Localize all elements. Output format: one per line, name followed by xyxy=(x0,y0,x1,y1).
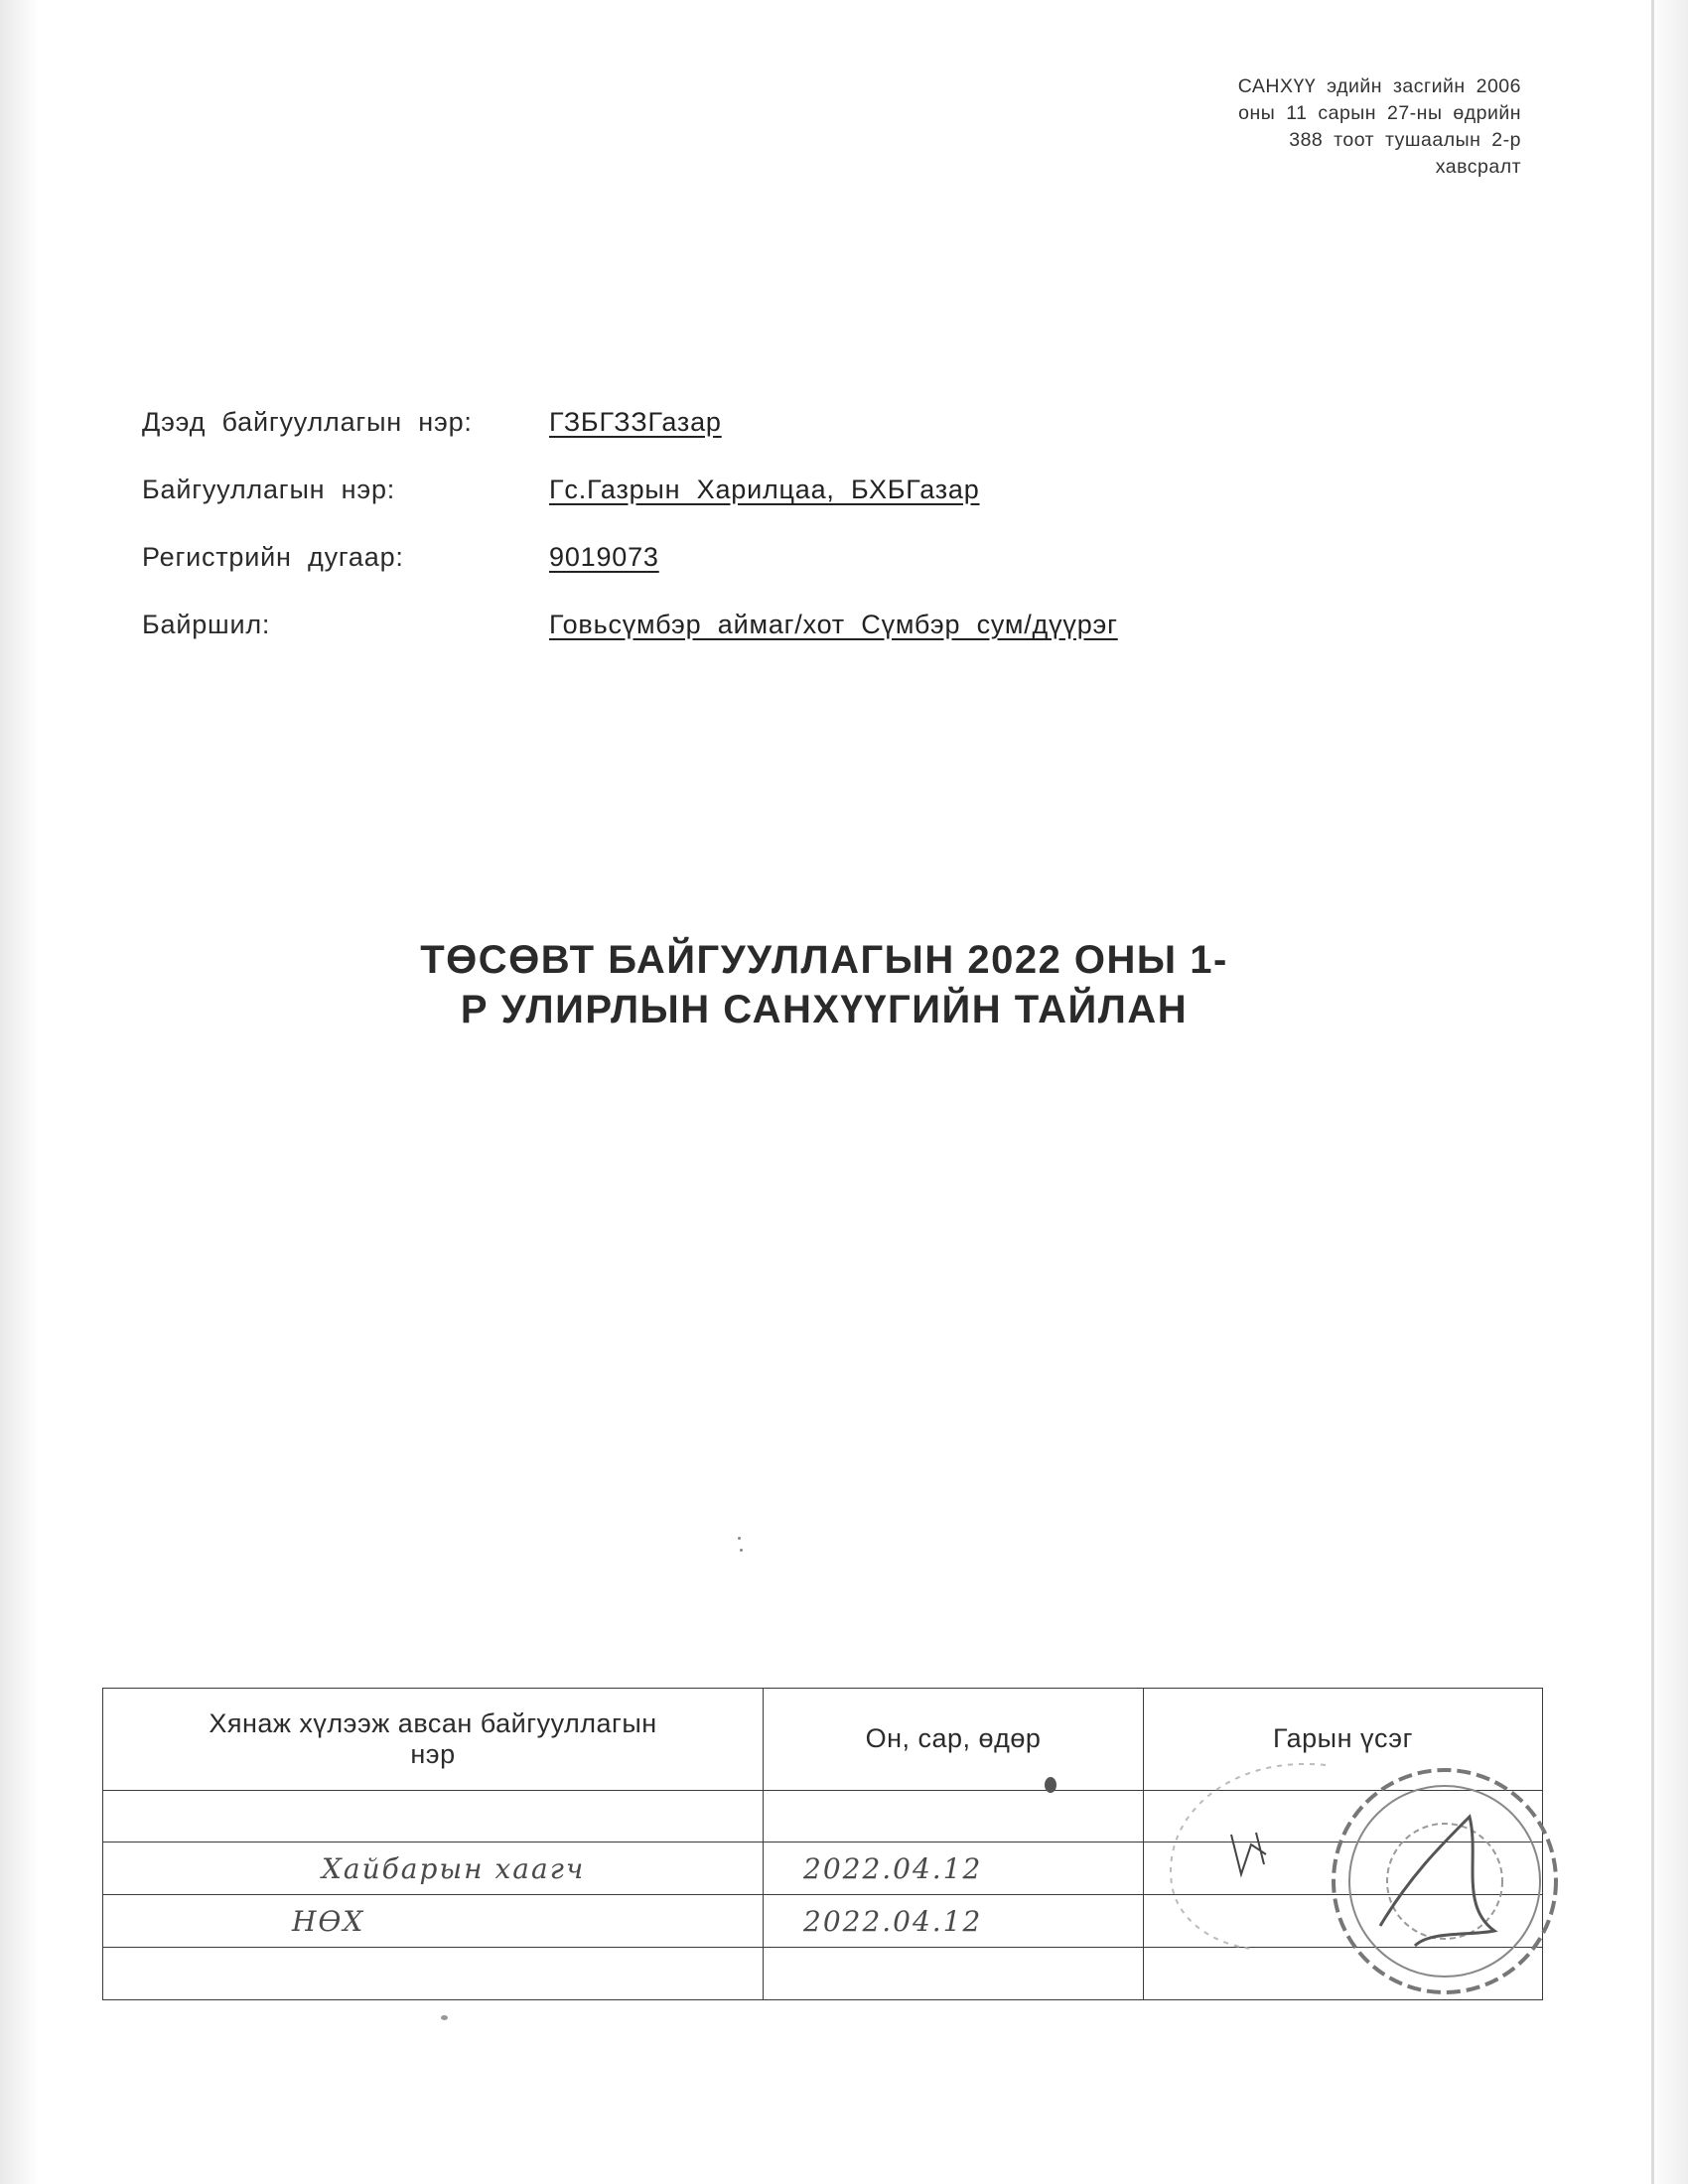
parent-org-value: ГЗБГЗЗГазар xyxy=(549,407,722,437)
column-header-organization xyxy=(103,1689,764,1791)
column-header-organization-line-1: Хянаж хүлээж авсан байгууллагын xyxy=(209,1707,657,1738)
register-number-label: Регистрийн дугаар: xyxy=(142,542,404,572)
ink-spot xyxy=(1045,1777,1056,1793)
scan-speck xyxy=(441,2015,448,2020)
attachment-note-line-1: САНХҮҮ эдийн засгийн 2006 xyxy=(1237,75,1521,97)
table-row xyxy=(103,1948,1543,2000)
org-name-value: Гс.Газрын Харилцаа, БХБГазар xyxy=(549,475,980,504)
organization-cell: Хайбарын хаагч xyxy=(103,1843,764,1895)
table-row xyxy=(103,1895,1543,1948)
attachment-note-line-2: оны 11 сарын 27-ны өдрийн xyxy=(1238,102,1521,124)
report-title xyxy=(278,935,1370,1034)
date-cell xyxy=(764,1790,1144,1843)
organization-cell: НӨХ xyxy=(103,1895,764,1948)
date-cell xyxy=(764,1948,1144,2000)
scan-shadow-left xyxy=(0,0,40,2184)
signature-cell xyxy=(1144,1843,1543,1895)
signature-cell xyxy=(1144,1895,1543,1948)
column-header-date: Он, сар, өдөр xyxy=(764,1689,1144,1791)
date-cell: 2022.04.12 xyxy=(764,1895,1144,1948)
scan-edge-line xyxy=(1651,0,1654,2184)
scan-shadow-right xyxy=(1648,0,1688,2184)
attachment-note-line-3: 388 тоот тушаалын 2-р xyxy=(1289,129,1521,151)
org-name-label: Байгууллагын нэр: xyxy=(142,475,396,504)
report-title-line-1: ТӨСӨВТ БАЙГУУЛЛАГЫН 2022 ОНЫ 1- xyxy=(420,938,1228,982)
info-row-register xyxy=(142,542,1234,610)
parent-org-label: Дээд байгууллагын нэр: xyxy=(142,407,473,437)
attachment-note-line-4: хавсралт xyxy=(1435,156,1521,178)
column-header-organization-line-2: нэр xyxy=(410,1738,456,1769)
info-row-org-name xyxy=(142,475,1234,542)
info-row-location xyxy=(142,610,1234,677)
scan-speck xyxy=(740,1549,743,1552)
scan-speck xyxy=(738,1537,741,1540)
organization-info xyxy=(142,407,1234,677)
table-header-row xyxy=(103,1689,1543,1791)
location-value: Говьсүмбэр аймаг/хот Сүмбэр сум/дүүрэг xyxy=(549,610,1118,639)
report-title-line-2: Р УЛИРЛЫН САНХҮҮГИЙН ТАЙЛАН xyxy=(460,988,1189,1031)
register-number-value: 9019073 xyxy=(549,542,659,572)
signature-cell xyxy=(1144,1948,1543,2000)
info-row-parent-org xyxy=(142,407,1234,475)
organization-cell xyxy=(103,1948,764,2000)
signature-cell xyxy=(1144,1790,1543,1843)
location-label: Байршил: xyxy=(142,610,271,639)
attachment-note xyxy=(1182,73,1521,181)
table-row xyxy=(103,1790,1543,1843)
organization-cell xyxy=(103,1790,764,1843)
date-cell: 2022.04.12 xyxy=(764,1843,1144,1895)
column-header-signature: Гарын үсэг xyxy=(1144,1689,1543,1791)
table-row xyxy=(103,1843,1543,1895)
acceptance-table xyxy=(102,1688,1543,2000)
